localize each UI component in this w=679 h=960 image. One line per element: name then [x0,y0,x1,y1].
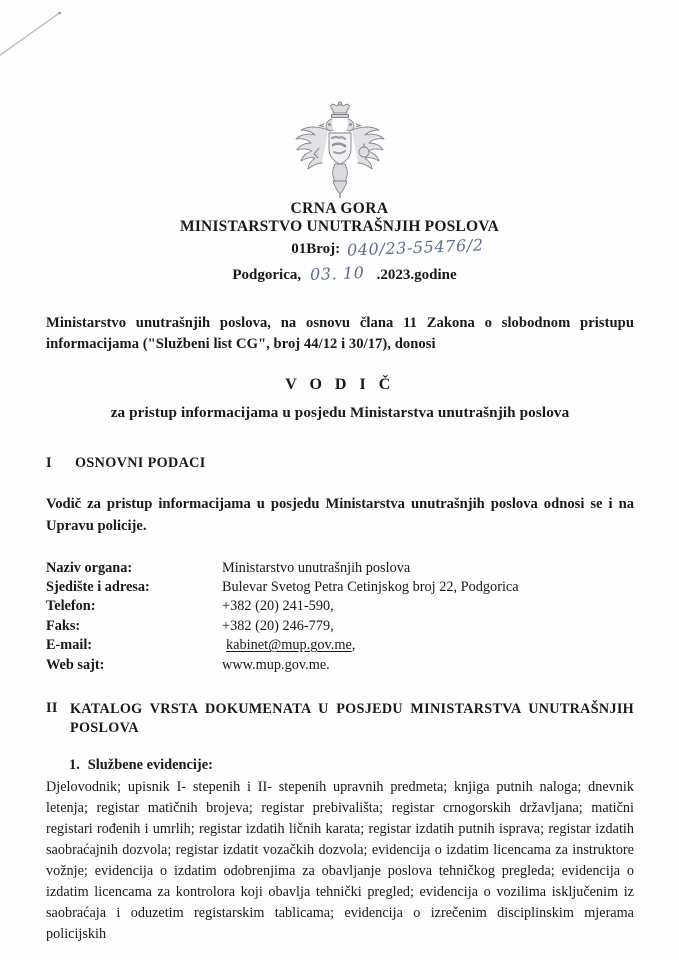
page-subtitle: za pristup informacijama u posjedu Ministarstva unutrašnjih poslova [110,404,570,422]
contact-label: Sjedište i adresa: [46,579,150,596]
contact-label: Faks: [46,617,81,634]
section-1-title: OSNOVNI PODACI [75,455,206,472]
contact-value: Bulevar Svetog Petra Cetinjskog broj 22, Podgorica [222,579,519,596]
contact-row-email [46,636,634,655]
section-2-title-line2: POSLOVA [70,720,139,737]
contact-details [46,559,634,675]
scope-paragraph: Vodič za pristup informacijama u posjedu Ministarstva unutrašnjih poslova odnosi se i na Upravu policije. [46,496,634,534]
records-list-paragraph: Djelovodnik; upisnik I- stepenih i II- stepenih upravnih predmeta; knjiga putnih naloga; dnevnik letenja; registar matičnih brojeva; registar prebivališta; registar crnogorskih državljana; matični registari rođenih i umrlih; registar izdatih ličnih karata; registar izdatih putnih isprava; registar izdatih saobraćajnih dozvola; registar izdatit vozačkih dozvola; evidencija o izdatim licencama za instruktore vožnje; evidencija o izdatim odobrenjima za obavljanje poslova tehničkog pregleda; evidencija o izdatim licencama za kontrolora koji obavlja tehnički pregled; evidencija o vozilima isključenim iz saobraćaja i oduzetim registarskim tablicama; evidencija o izrečenim disciplinskim mjerama policijskih [46,779,634,942]
contact-value [222,636,634,655]
contact-row [46,559,634,578]
subsection-heading-1 [46,757,634,774]
page-title: V O D I Č [285,376,395,394]
date-handwritten: 03. 10 [309,262,365,284]
reference-number-handwritten: 040/23-55476/2 [346,235,485,260]
scan-artifact [0,4,68,60]
section-2-title-line1: KATALOG VRSTA DOKUMENATA U POSJEDU MINISTARSTVA UNUTRAŠNJIH [70,700,634,717]
section-2-numeral: II [46,699,58,716]
reference-label: 01Broj: [291,240,341,257]
email-link[interactable]: kabinet@mup.gov.me [226,637,352,654]
document-title-block [46,376,634,422]
montenegro-coat-of-arms-icon [288,100,392,198]
contact-label: Web sajt: [46,656,105,673]
document-header [0,200,679,284]
document-body [46,313,634,945]
website-value[interactable]: www.mup.gov.me. [222,656,330,673]
section-2-title [70,700,634,738]
contact-label: Telefon: [46,598,96,615]
contact-value: +382 (20) 241-590, [222,598,334,615]
city-name: Podgorica, [232,266,302,283]
subsection-number: 1. [69,757,80,774]
year-text: .2023.godine [376,266,457,283]
section-1-numeral: I [46,455,52,472]
subsection-title: Službene evidencije: [87,757,213,774]
contact-value: +382 (20) 246-779, [222,617,334,634]
section-heading-1 [46,455,634,472]
reference-number-line [0,235,679,260]
contact-row [46,597,634,616]
contact-label: E-mail: [46,637,93,654]
contact-row [46,617,634,636]
emblem-container [0,100,679,198]
contact-label: Naziv organa: [46,559,133,576]
email-suffix: , [351,637,356,654]
contact-row [46,656,634,675]
country-name: CRNA GORA [290,200,389,217]
section-heading-2 [46,700,634,738]
contact-value: Ministarstvo unutrašnjih poslova [222,559,411,576]
ministry-name: MINISTARSTVO UNUTRAŠNJIH POSLOVA [179,218,500,236]
date-line [0,264,679,284]
contact-row [46,578,634,597]
legal-basis-paragraph: Ministarstvo unutrašnjih poslova, na osnovu člana 11 Zakona o slobodnom pristupu informacijama ("Službeni list CG", broj 44/12 i 30/17), donosi [46,315,634,352]
